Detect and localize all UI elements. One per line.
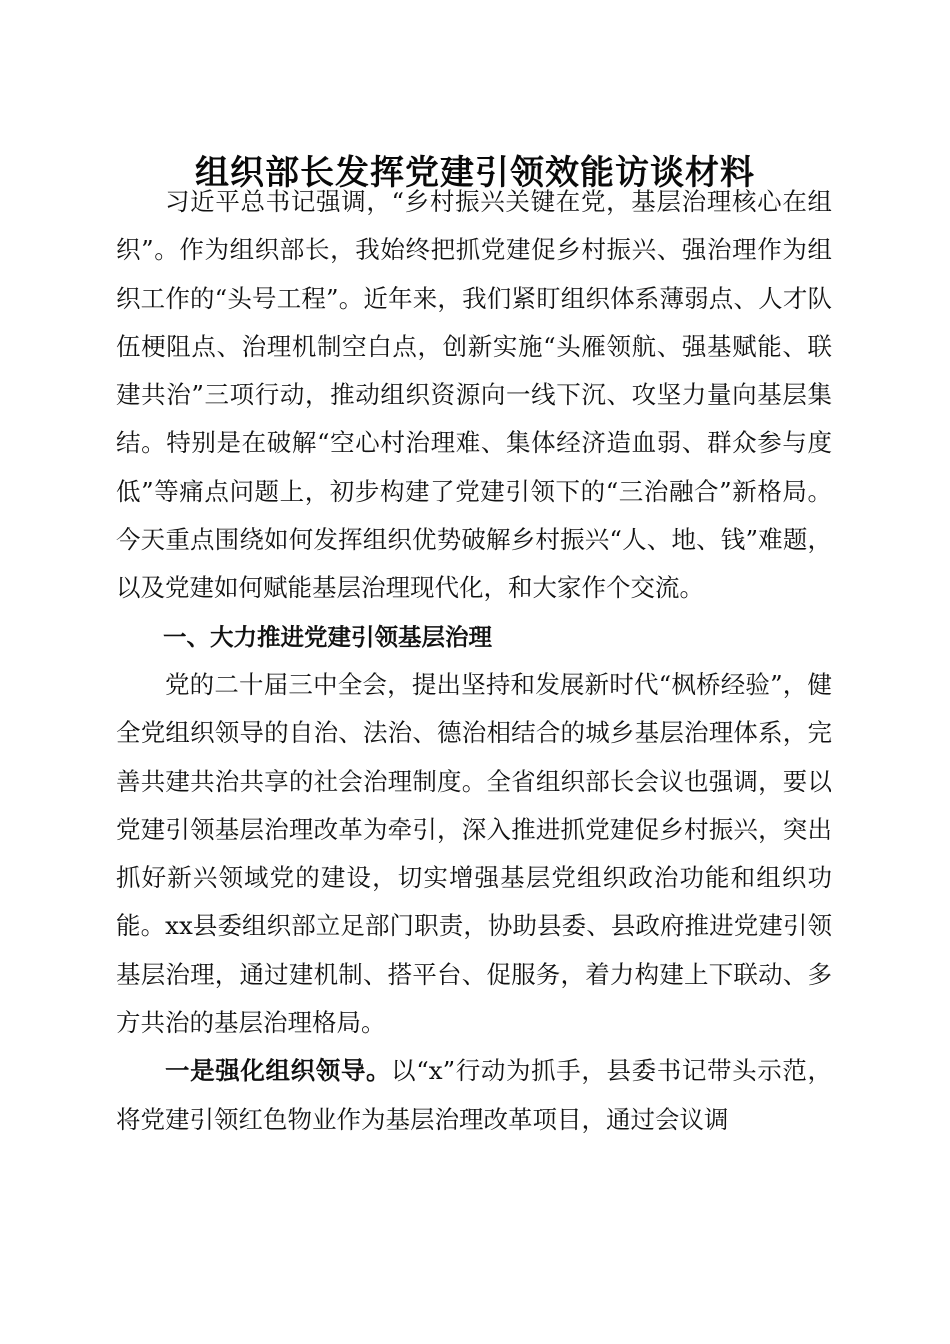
point-paragraph <box>116 1047 832 1144</box>
point-text: 以“x”行动为抓手，县委书记带头示范，将党建引领红色物业作为基层治理改革项目，通过会议调 <box>116 1056 832 1134</box>
point-lead: 一是强化组织领导。 <box>165 1056 392 1086</box>
section-paragraph: 党的二十届三中全会，提出坚持和发展新时代“枫桥经验”，健全党组织领导的自治、法治、德治相结合的城乡基层治理体系，完善共建共治共享的社会治理制度。全省组织部长会议也强调，要以党建引领基层治理改革为牵引，深入推进抓党建促乡村振兴，突出抓好新兴领域党的建设，切实增强基层党组织政治功能和组织功能。xx县委组织部立足部门职责，协助县委、县政府推进党建引领基层治理，通过建机制、搭平台、促服务，着力构建上下联动、多方共治的基层治理格局。 <box>116 669 832 1038</box>
section-heading: 一、大力推进党建引领基层治理 <box>163 622 492 651</box>
intro-paragraph: 习近平总书记强调，“乡村振兴关键在党，基层治理核心在组织”。作为组织部长，我始终把抓党建促乡村振兴、强治理作为组织工作的“头号工程”。近年来，我们紧盯组织体系薄弱点、人才队伍梗阻点、治理机制空白点，创新实施“头雁领航、强基赋能、联建共治”三项行动，推动组织资源向一线下沉、攻坚力量向基层集结。特别是在破解“空心村治理难、集体经济造血弱、群众参与度低”等痛点问题上，初步构建了党建引领下的“三治融合”新格局。今天重点围绕如何发挥组织优势破解乡村振兴“人、地、钱”难题，以及党建如何赋能基层治理现代化，和大家作个交流。 <box>116 187 832 603</box>
document-body <box>116 178 832 1144</box>
document-title: 组织部长发挥党建引领效能访谈材料 <box>195 152 755 193</box>
